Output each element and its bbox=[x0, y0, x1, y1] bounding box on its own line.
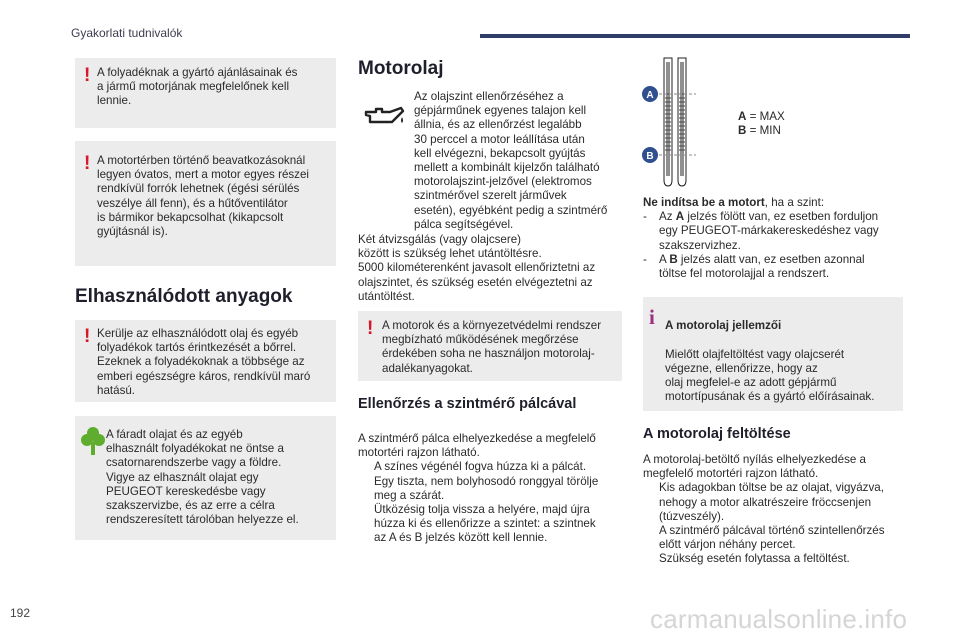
oil-can-icon bbox=[362, 103, 406, 131]
legend-value-b: = MIN bbox=[746, 124, 781, 138]
marker-label-b: B bbox=[646, 151, 654, 162]
warning-icon: ! bbox=[84, 65, 91, 86]
warning-text-fluid: A folyadéknak a gyártó ajánlásainak és a jármű motorjának megfelelőnek kell lennie. bbox=[97, 66, 298, 108]
watermark: carmanualsonline.info bbox=[650, 604, 908, 634]
subheading-oil-fill: A motorolaj feltöltése bbox=[643, 426, 791, 442]
list-item bbox=[358, 460, 623, 474]
info-title: A motorolaj jellemzői bbox=[665, 319, 782, 333]
list-item-text: A színes végénél fogva húzza ki a pálcát. bbox=[374, 460, 587, 474]
subheading-dipstick-check: Ellenőrzés a szintmérő pálcával bbox=[358, 396, 577, 412]
oil-fill-steps bbox=[643, 453, 905, 567]
legend-value-a: = MAX bbox=[746, 110, 785, 123]
level-conditions bbox=[643, 196, 905, 281]
warning-icon: ! bbox=[84, 153, 91, 174]
warning-icon: ! bbox=[367, 318, 374, 339]
warning-icon: ! bbox=[84, 326, 91, 347]
header-bar bbox=[480, 34, 910, 38]
dipstick-check-steps bbox=[358, 432, 623, 546]
start-warning-rest: , ha a szint: bbox=[764, 196, 825, 209]
list-item-text: jelzés fölött van, ez esetben forduljon egy PEUGEOT-márkakereskedéshez vagy szakszervizhez. bbox=[659, 210, 879, 252]
list-item-text: A szintmérő pálcával történő szintellenőrzés előtt várjon néhány percet. bbox=[659, 524, 885, 552]
list-item-text: Ütközésig tolja vissza a helyére, majd újra húzza ki és ellenőrizze a szintet: a szintnek az A és B jelzés között kell lennie. bbox=[374, 503, 596, 545]
warning-box-skin bbox=[75, 320, 336, 402]
list-item: - A B jelzés alatt van, ez esetben azonnal töltse fel motorolajjal a rendszert. bbox=[643, 252, 865, 281]
eco-box-waste-oil bbox=[75, 416, 336, 540]
list-item bbox=[643, 524, 905, 552]
dipstick-legend bbox=[738, 110, 785, 138]
warning-box-additives bbox=[358, 311, 622, 381]
warning-text-engine: A motortérben történő beavatkozásoknál legyen óvatos, mert a motor egyes részei rendkívül forrók lehetnek (égési sérülés veszélye áll fenn), és a hűtőventilátor is bármikor bekapcsolhat (kikapcsolt gyújtásnál is). bbox=[97, 154, 310, 239]
list-item-text: Szükség esetén folytassa a feltöltést. bbox=[659, 552, 850, 566]
list-item-prefix: A bbox=[659, 252, 670, 266]
list-item-key: B bbox=[669, 252, 678, 266]
list-bullet bbox=[358, 475, 374, 503]
list-item-key: A bbox=[675, 210, 685, 224]
info-icon: i bbox=[649, 305, 655, 329]
section-heading-engine-oil: Motorolaj bbox=[358, 58, 444, 79]
legend-key-a: A bbox=[738, 110, 747, 123]
list-item-text: Egy tiszta, nem bolyhosodó ronggyal törölje meg a szárát. bbox=[374, 474, 599, 502]
info-body: Mielőtt olajfeltöltést vagy olajcserét végezne, ellenőrizze, hogy az olaj megfelel-e az adott gépjármű motortípusának és a gyártó előírásainak. bbox=[665, 347, 875, 404]
start-warning-bold: Ne indítsa be a motort bbox=[643, 196, 765, 209]
marker-label-a: A bbox=[646, 90, 654, 101]
list-bullet bbox=[643, 481, 659, 524]
list-item bbox=[643, 552, 905, 566]
warning-box-fluid bbox=[75, 58, 336, 128]
warning-box-engine bbox=[75, 141, 336, 266]
list-item bbox=[358, 475, 623, 503]
list-item bbox=[358, 503, 623, 546]
warning-text-skin: Kerülje az elhasználódott olaj és egyéb folyadékok tartós érintkezését a bőrrel. Ezeknek a folyadékoknak a többsége az emberi egészségre káros, rendkívül maró hatású. bbox=[97, 327, 311, 397]
list-bullet bbox=[643, 524, 659, 552]
eco-text-waste-oil: A fáradt olajat és az egyéb elhasznált folyadékokat ne öntse a csatornarendszerbe vagy a földre. Vigye az elhasznált olajat egy PEUGEOT kereskedésbe vagy szakszervizbe, és az erre a célra rendszeresített tárolóban helyezze el. bbox=[106, 428, 299, 527]
section-heading-waste: Elhasználódott anyagok bbox=[75, 286, 293, 307]
list-bullet bbox=[358, 503, 374, 546]
list-item-prefix: Az bbox=[659, 210, 676, 224]
list-item: - Az A jelzés fölött van, ez esetben forduljon egy PEUGEOT-márkakereskedéshez vagy szakszervizhez. bbox=[643, 210, 879, 252]
list-item bbox=[643, 481, 905, 524]
engine-oil-topup-note: Két átvizsgálás (vagy olajcsere) között is szükség lehet utántöltésre. 5000 kilométerenként javasolt ellenőriztetni az olajszintet, és szükség esetén elvégeztetni az utántöltést. bbox=[358, 233, 596, 303]
oil-fill-intro: A motorolaj-betöltő nyílás elhelyezkedése a megfelelő motortéri rajzon látható. bbox=[643, 453, 866, 481]
info-box-oil-spec bbox=[643, 297, 903, 411]
list-item-text: jelzés alatt van, ez esetben azonnal töltse fel motorolajjal a rendszert. bbox=[659, 252, 865, 281]
list-bullet bbox=[643, 552, 659, 566]
list-item-text: Kis adagokban töltse be az olajat, vigyázva, nehogy a motor alkatrészeire fröccsenjen (túzveszély). bbox=[659, 481, 884, 523]
dipstick-icon bbox=[640, 56, 700, 188]
engine-oil-intro: Az olajszint ellenőrzéséhez a gépjárműnek egyenes talajon kell állnia, és az ellenőrzést legalább 30 perccel a motor leállítása után kell elvégezni, bekapcsolt gyújtás mellett a kombinált kijelzőn található motorolajszint-jelzővel (elektromos szintmérővel szerelt járművek esetén), egyébként pedig a szintmérő pálca segítségével. bbox=[414, 90, 608, 231]
dipstick-check-intro: A szintmérő pálca elhelyezkedése a megfelelő motortéri rajzon látható. bbox=[358, 432, 596, 460]
page-number: 192 bbox=[10, 606, 31, 620]
running-header: Gyakorlati tudnivalók bbox=[71, 26, 183, 40]
list-bullet bbox=[358, 460, 374, 474]
legend-key-b: B bbox=[738, 124, 747, 138]
eco-icon bbox=[81, 425, 105, 457]
warning-text-additives: A motorok és a környezetvédelmi rendszer megbízható működésének megőrzése érdekében soha ne használjon motorolaj- adalékanyagokat. bbox=[382, 319, 602, 375]
